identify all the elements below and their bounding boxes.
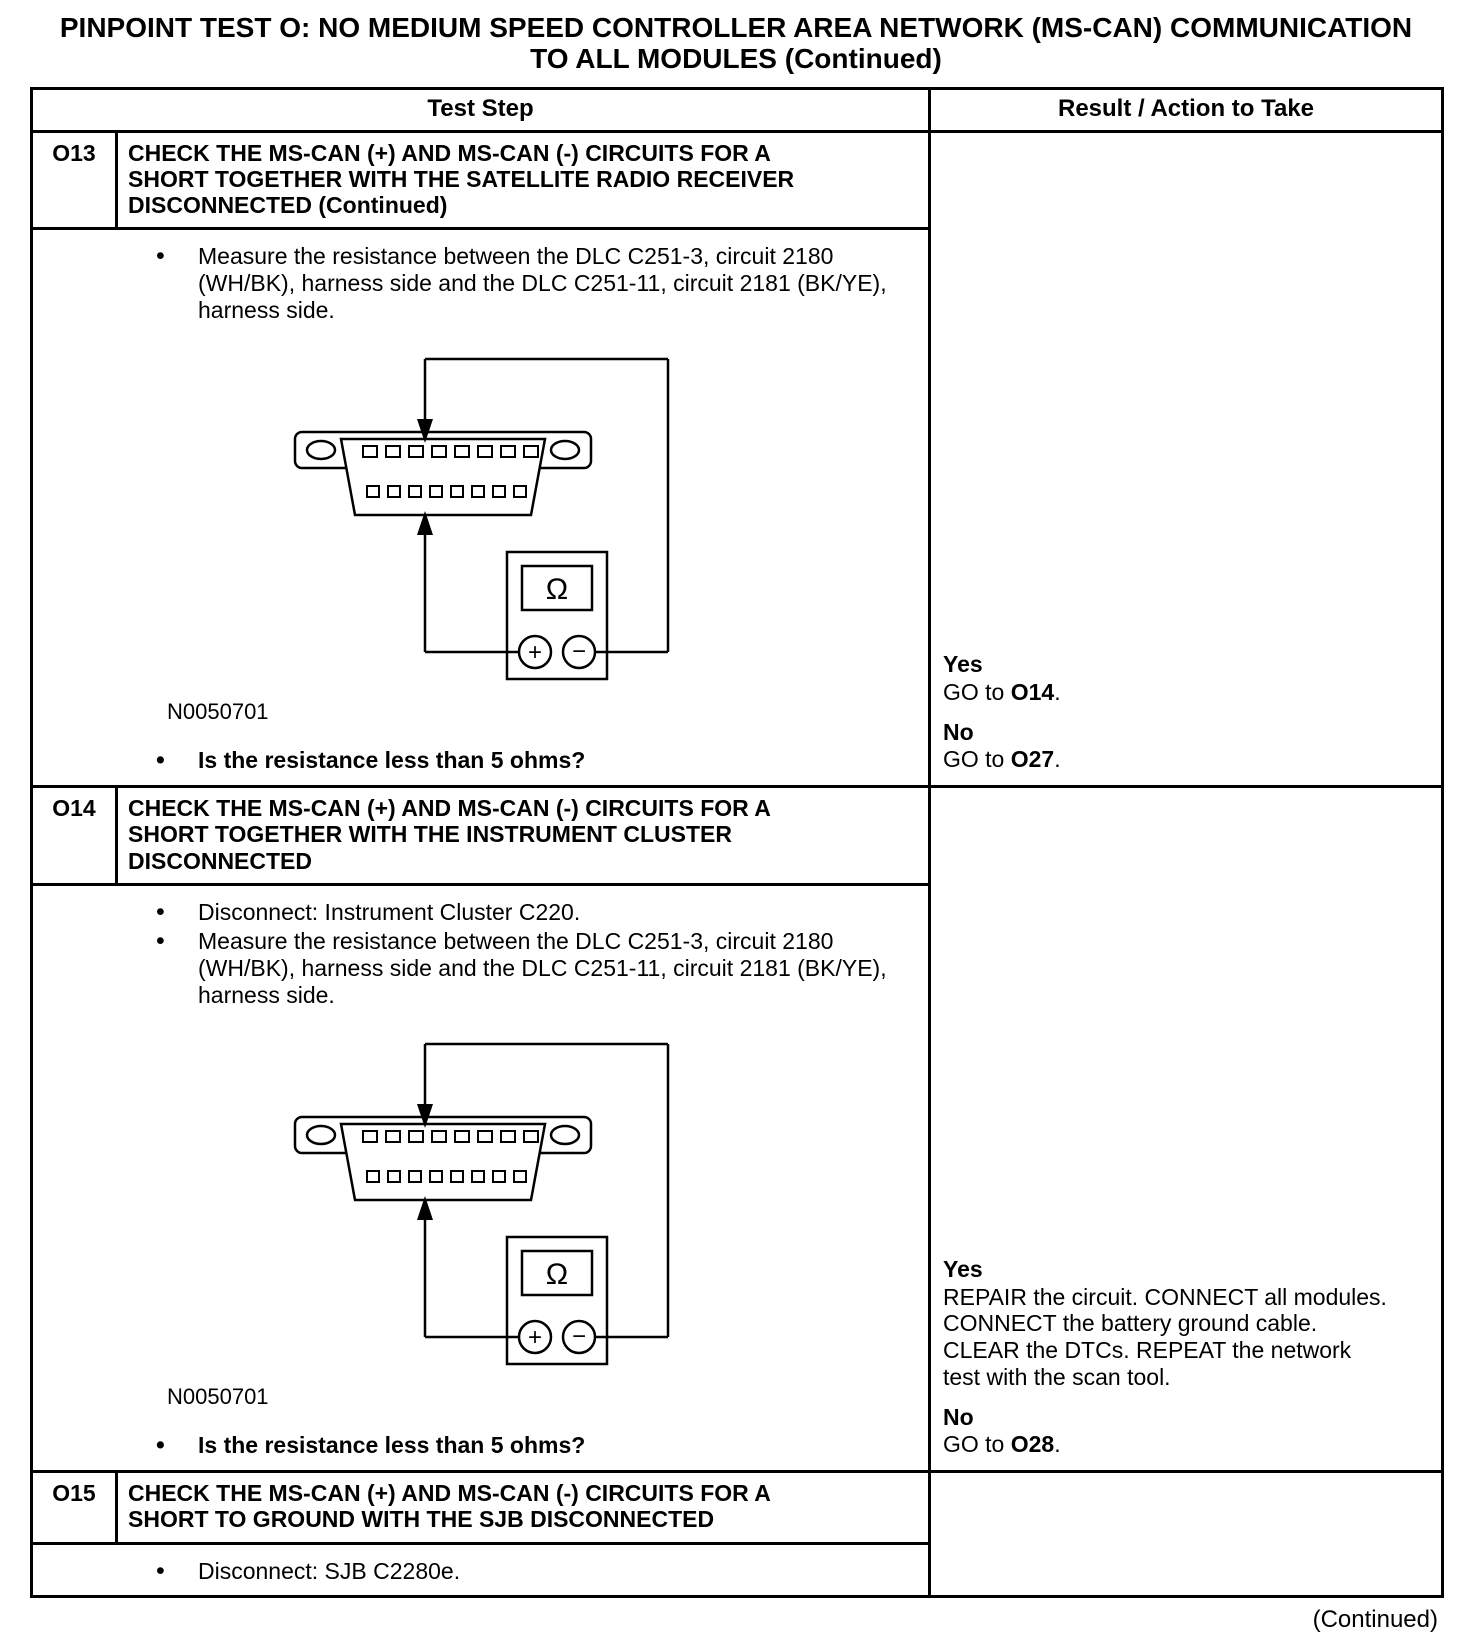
step-title: CHECK THE MS-CAN (+) AND MS-CAN (-) CIRCUITS FOR A SHORT TO GROUND WITH THE SJB DISCONNECTED (128, 1480, 771, 1533)
step-id: O13 (33, 133, 118, 228)
step-row-o15 (33, 1473, 1441, 1595)
result-label: Yes (943, 651, 983, 678)
step-o13-body (33, 230, 928, 785)
question-text: Is the resistance less than 5 ohms? (198, 1432, 586, 1459)
instruction-bullet (128, 928, 910, 1008)
instruction-bullet (128, 899, 910, 926)
step-o13-test-step-cell (33, 133, 931, 785)
dlc-connector (295, 432, 591, 515)
result-action-text: REPAIR the circuit. CONNECT all modules. CONNECT the battery ground cable. CLEAR the DTCs. REPEAT the network test with the scan tool. (943, 1283, 1387, 1390)
page-title-line2: TO ALL MODULES (Continued) (530, 43, 942, 75)
instruction-bullet (128, 1558, 910, 1585)
instruction-list (128, 1558, 912, 1585)
plus-sign: + (527, 1324, 543, 1352)
question-list (128, 747, 912, 774)
step-o15-result-cell (931, 1473, 1441, 1595)
page-title (0, 0, 1472, 75)
step-title: CHECK THE MS-CAN (+) AND MS-CAN (-) CIRCUITS FOR A SHORT TOGETHER WITH THE SATELLITE RADIO RECEIVER DISCONNECTED (Continued) (128, 139, 795, 219)
question-list (128, 1432, 912, 1459)
result-action-ref: O28 (1010, 1431, 1055, 1458)
continued-note: (Continued) (1312, 1606, 1438, 1634)
step-row-o13 (33, 133, 1441, 788)
step-o13-result-cell (931, 133, 1441, 785)
instruction-text: Measure the resistance between the DLC C251-3, circuit 2180 (WH/BK), harness side and the DLC C251-11, circuit 2181 (BK/YE), harness side. (198, 928, 887, 1008)
minus-sign: − (571, 638, 587, 666)
ohm-symbol: Ω (545, 573, 569, 607)
step-row-o14 (33, 788, 1441, 1473)
column-header-result: Result / Action to Take (1057, 94, 1315, 122)
column-header-test-step: Test Step (33, 90, 931, 130)
result-label: Yes (943, 1256, 983, 1283)
minus-sign: − (571, 1323, 587, 1351)
pinpoint-test-table (30, 87, 1444, 1598)
table-header-row (33, 90, 1441, 133)
step-o13-header (33, 133, 928, 231)
step-id: O14 (33, 788, 118, 883)
result-action-ref: O27 (1010, 746, 1055, 773)
result-action (943, 746, 1393, 773)
result-action-text: GO to (943, 678, 1011, 705)
result-action (943, 1284, 1393, 1391)
result-action-punct: . (1054, 678, 1061, 705)
question-bullet (128, 1432, 910, 1459)
step-o14-header (33, 788, 928, 886)
ohm-symbol: Ω (545, 1258, 569, 1292)
step-o14-test-step-cell (33, 788, 931, 1470)
figure-label: N0050701 (167, 1384, 269, 1410)
result-action-text: GO to (943, 746, 1011, 773)
step-o15-header (33, 1473, 928, 1544)
result-label: No (943, 1404, 974, 1431)
result-group-yes (943, 1256, 1431, 1390)
question-text: Is the resistance less than 5 ohms? (198, 747, 586, 774)
result-action-punct: . (1054, 1431, 1061, 1458)
page-title-line1: PINPOINT TEST O: NO MEDIUM SPEED CONTROLLER AREA NETWORK (MS-CAN) COMMUNICATION (59, 12, 1413, 43)
instruction-list (128, 899, 912, 1009)
plus-sign: + (527, 639, 543, 667)
result-group-no (943, 1404, 1431, 1458)
instruction-text: Disconnect: Instrument Cluster C220. (198, 898, 581, 925)
instruction-bullet (128, 243, 910, 323)
result-action-punct: . (1054, 746, 1061, 773)
dlc-ohmmeter-figure (163, 1032, 912, 1410)
instruction-text: Disconnect: SJB C2280e. (198, 1557, 461, 1584)
dlc-ohmmeter-figure (163, 347, 912, 725)
instruction-text: Measure the resistance between the DLC C251-3, circuit 2180 (WH/BK), harness side and the DLC C251-11, circuit 2181 (BK/YE), harness side. (198, 243, 887, 323)
result-label: No (943, 719, 974, 746)
step-id: O15 (33, 1473, 118, 1541)
dlc-ohmmeter-diagram (285, 347, 685, 697)
result-action (943, 1431, 1393, 1458)
result-action (943, 679, 1393, 706)
result-group-no (943, 719, 1431, 773)
figure-label: N0050701 (167, 699, 269, 725)
result-group-yes (943, 651, 1431, 705)
step-o14-result-cell (931, 788, 1441, 1470)
result-action-ref: O14 (1010, 678, 1055, 705)
step-o14-body (33, 886, 928, 1470)
dlc-ohmmeter-diagram (285, 1032, 685, 1382)
instruction-list (128, 243, 912, 323)
question-bullet (128, 747, 910, 774)
result-action-text: GO to (943, 1431, 1011, 1458)
dlc-connector (295, 1117, 591, 1200)
step-o15-test-step-cell (33, 1473, 931, 1595)
step-title: CHECK THE MS-CAN (+) AND MS-CAN (-) CIRCUITS FOR A SHORT TOGETHER WITH THE INSTRUMENT CLUSTER DISCONNECTED (128, 795, 771, 874)
step-o15-body (33, 1545, 928, 1596)
